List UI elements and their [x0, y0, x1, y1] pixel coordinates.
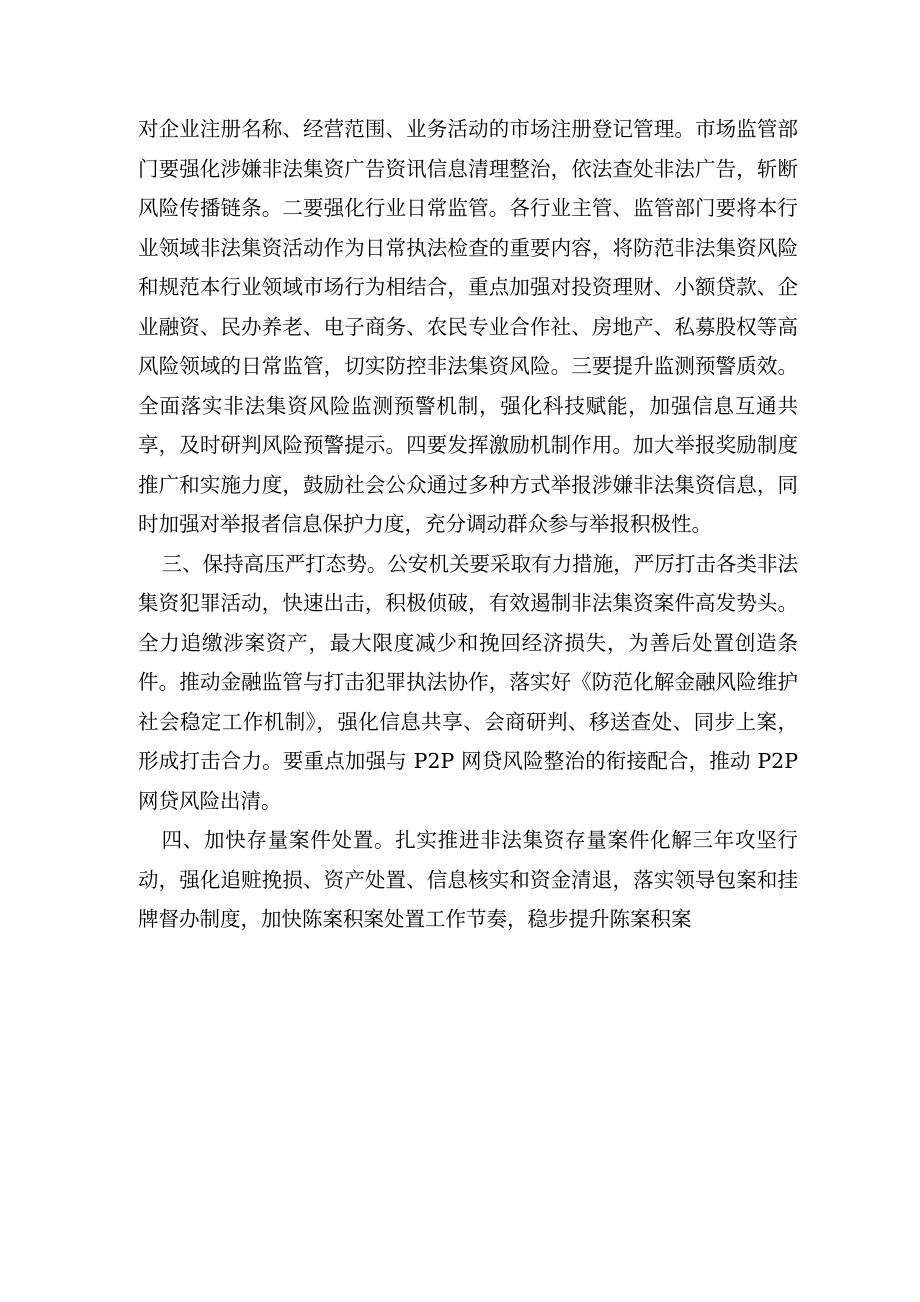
paragraph-section-three: 三、保持高压严打态势。公安机关要采取有力措施，严厉打击各类非法集资犯罪活动，快速出击，积极侦破，有效遏制非法集资案件高发势头。全力追缴涉案资产，最大限度减少和挽回经济损失，为善后处置创造条件。推动金融监管与打击犯罪执法协作，落实好《防范化解金融风险维护社会稳定工作机制》，强化信息共享、会商研判、移送查处、同步上案，形成打击合力。要重点加强与 P2P 网贷风险整治的衔接配合，推动 P2P 网贷风险出清。: [138, 551, 798, 813]
paragraph-section-four: 四、加快存量案件处置。扎实推进非法集资存量案件化解三年攻坚行动，强化追赃挽损、资产处置、信息核实和资金清退，落实领导包案和挂牌督办制度，加快陈案积案处置工作节奏，稳步提升陈案积案: [138, 828, 798, 931]
document-page: [138, 110, 798, 940]
paragraph-continuation: 对企业注册名称、经营范围、业务活动的市场注册登记管理。市场监管部门要强化涉嫌非法集资广告资讯信息清理整治，依法查处非法广告，斩断风险传播链条。二要强化行业日常监管。各行业主管、监管部门要将本行业领域非法集资活动作为日常执法检查的重要内容，将防范非法集资风险和规范本行业领域市场行为相结合，重点加强对投资理财、小额贷款、企业融资、民办养老、电子商务、农民专业合作社、房地产、私募股权等高风险领域的日常监管，切实防控非法集资风险。三要提升监测预警质效。全面落实非法集资风险监测预警机制，强化科技赋能，加强信息互通共享，及时研判风险预警提示。四要发挥激励机制作用。加大举报奖励制度推广和实施力度，鼓励社会公众通过多种方式举报涉嫌非法集资信息，同时加强对举报者信息保护力度，充分调动群众参与举报积极性。: [138, 117, 798, 536]
